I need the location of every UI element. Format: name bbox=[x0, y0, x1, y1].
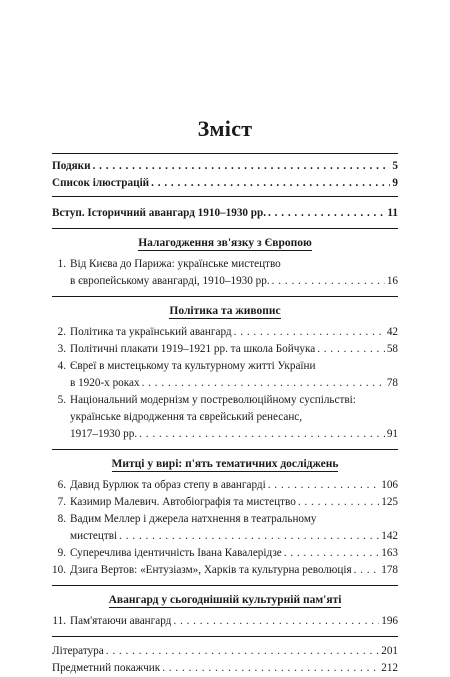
section-heading: Політика та живопис bbox=[169, 305, 281, 317]
table-of-contents bbox=[52, 153, 398, 677]
toc-entry-index[interactable] bbox=[52, 660, 398, 677]
toc-entry-page: 91 bbox=[386, 428, 398, 440]
leader-dots bbox=[317, 341, 385, 358]
leader-dots bbox=[162, 660, 379, 677]
leader-dots bbox=[106, 643, 380, 660]
toc-entry-chapter-3[interactable]: 3. Політичні плакати 1919–1921 рр. та школа Бойчука . . . 58 bbox=[52, 341, 398, 358]
toc-entry-page: 178 bbox=[381, 564, 398, 576]
toc-entry-chapter-2[interactable]: 2. Політика та український авангард . . . 42 bbox=[52, 324, 398, 341]
leader-dots bbox=[272, 273, 385, 290]
toc-entry-label: Література bbox=[52, 645, 104, 657]
leader-dots bbox=[173, 613, 379, 630]
toc-entry-chapter-8[interactable]: мистецтві . . . 142 bbox=[52, 528, 398, 545]
toc-entry-chapter-4[interactable]: в 1920-х роках . . . 78 bbox=[52, 375, 398, 392]
toc-entry-chapter-11[interactable]: 11. Пам'ятаючи авангард . . . 196 bbox=[52, 613, 398, 630]
toc-entry-label: Подяки bbox=[52, 160, 91, 172]
toc-entry-chapter-7[interactable]: 7. Казимир Малевич. Автобіографія та мистецтво . . . 125 bbox=[52, 494, 398, 511]
toc-entry-page: 42 bbox=[386, 326, 398, 338]
toc-entry-page: 212 bbox=[381, 662, 398, 674]
toc-entry-page: 125 bbox=[381, 496, 398, 508]
section-heading: Митці у вирі: п'ять тематичних досліджень bbox=[111, 458, 339, 470]
toc-entry-page: 196 bbox=[381, 615, 398, 627]
section-heading: Авангард у сьогоднішній культурній пам'яті bbox=[108, 594, 342, 606]
toc-entry-chapter-6[interactable]: 6. Давид Бурлюк та образ степу в авангарді . . . 106 bbox=[52, 477, 398, 494]
toc-entry-page: 163 bbox=[381, 547, 398, 559]
page-title: Зміст bbox=[197, 116, 253, 141]
toc-entry-line: 5. Національний модернізм у постреволюційному суспільстві: bbox=[57, 394, 356, 406]
leader-dots bbox=[284, 545, 379, 562]
leader-dots bbox=[119, 528, 379, 545]
leader-dots bbox=[268, 477, 380, 494]
toc-entry-label: Список ілюстрацій bbox=[52, 177, 150, 189]
toc-entry-introduction[interactable] bbox=[52, 205, 398, 222]
toc-entry-line: українське відродження та єврейський ренесанс, bbox=[70, 411, 303, 423]
toc-entry-label: Вступ. Історичний авангард 1910–1930 рр. bbox=[52, 207, 267, 219]
toc-entry-page: 201 bbox=[381, 645, 398, 657]
toc-entry-illustrations[interactable] bbox=[52, 175, 398, 192]
leader-dots bbox=[93, 158, 391, 175]
toc-entry-acknowledgements[interactable] bbox=[52, 158, 398, 175]
toc-entry-page: 78 bbox=[386, 377, 398, 389]
section-heading: Налагодження зв'язку з Європою bbox=[138, 237, 312, 249]
toc-entry-chapter-9[interactable]: 9. Суперечлива ідентичність Івана Кавалерідзе . . . 163 bbox=[52, 545, 398, 562]
toc-entry-chapter-10[interactable]: 10. Дзига Вертов: «Ентузіазм», Харків та культурна революція . . . 178 bbox=[52, 562, 398, 579]
toc-entry-label: Предметний покажчик bbox=[52, 662, 161, 674]
toc-entry-line: 8. Вадим Меллер і джерела натхнення в театральному bbox=[57, 513, 317, 525]
toc-entry-page: 11 bbox=[387, 207, 398, 219]
leader-dots bbox=[354, 562, 380, 579]
toc-entry-page: 5 bbox=[392, 160, 398, 172]
toc-entry-line: 1. Від Києва до Парижа: українське мистецтво bbox=[57, 258, 281, 270]
toc-entry-line: 4. Євреї в мистецькому та культурному житті України bbox=[57, 360, 316, 372]
toc-entry-page: 106 bbox=[381, 479, 398, 491]
toc-entry-page: 16 bbox=[386, 275, 398, 287]
leader-dots bbox=[234, 324, 385, 341]
toc-entry-chapter-1[interactable]: в європейському авангарді, 1910–1930 рр. . . . 16 bbox=[52, 273, 398, 290]
toc-entry-page: 142 bbox=[381, 530, 398, 542]
toc-entry-page: 9 bbox=[392, 177, 398, 189]
toc-entry-page: 58 bbox=[386, 343, 398, 355]
toc-entry-bibliography[interactable] bbox=[52, 643, 398, 660]
leader-dots bbox=[151, 175, 390, 192]
toc-entry-chapter-5[interactable]: 1917–1930 рр. . . . 91 bbox=[52, 426, 398, 443]
leader-dots bbox=[139, 426, 385, 443]
leader-dots bbox=[268, 205, 385, 222]
leader-dots bbox=[298, 494, 379, 511]
leader-dots bbox=[142, 375, 385, 392]
